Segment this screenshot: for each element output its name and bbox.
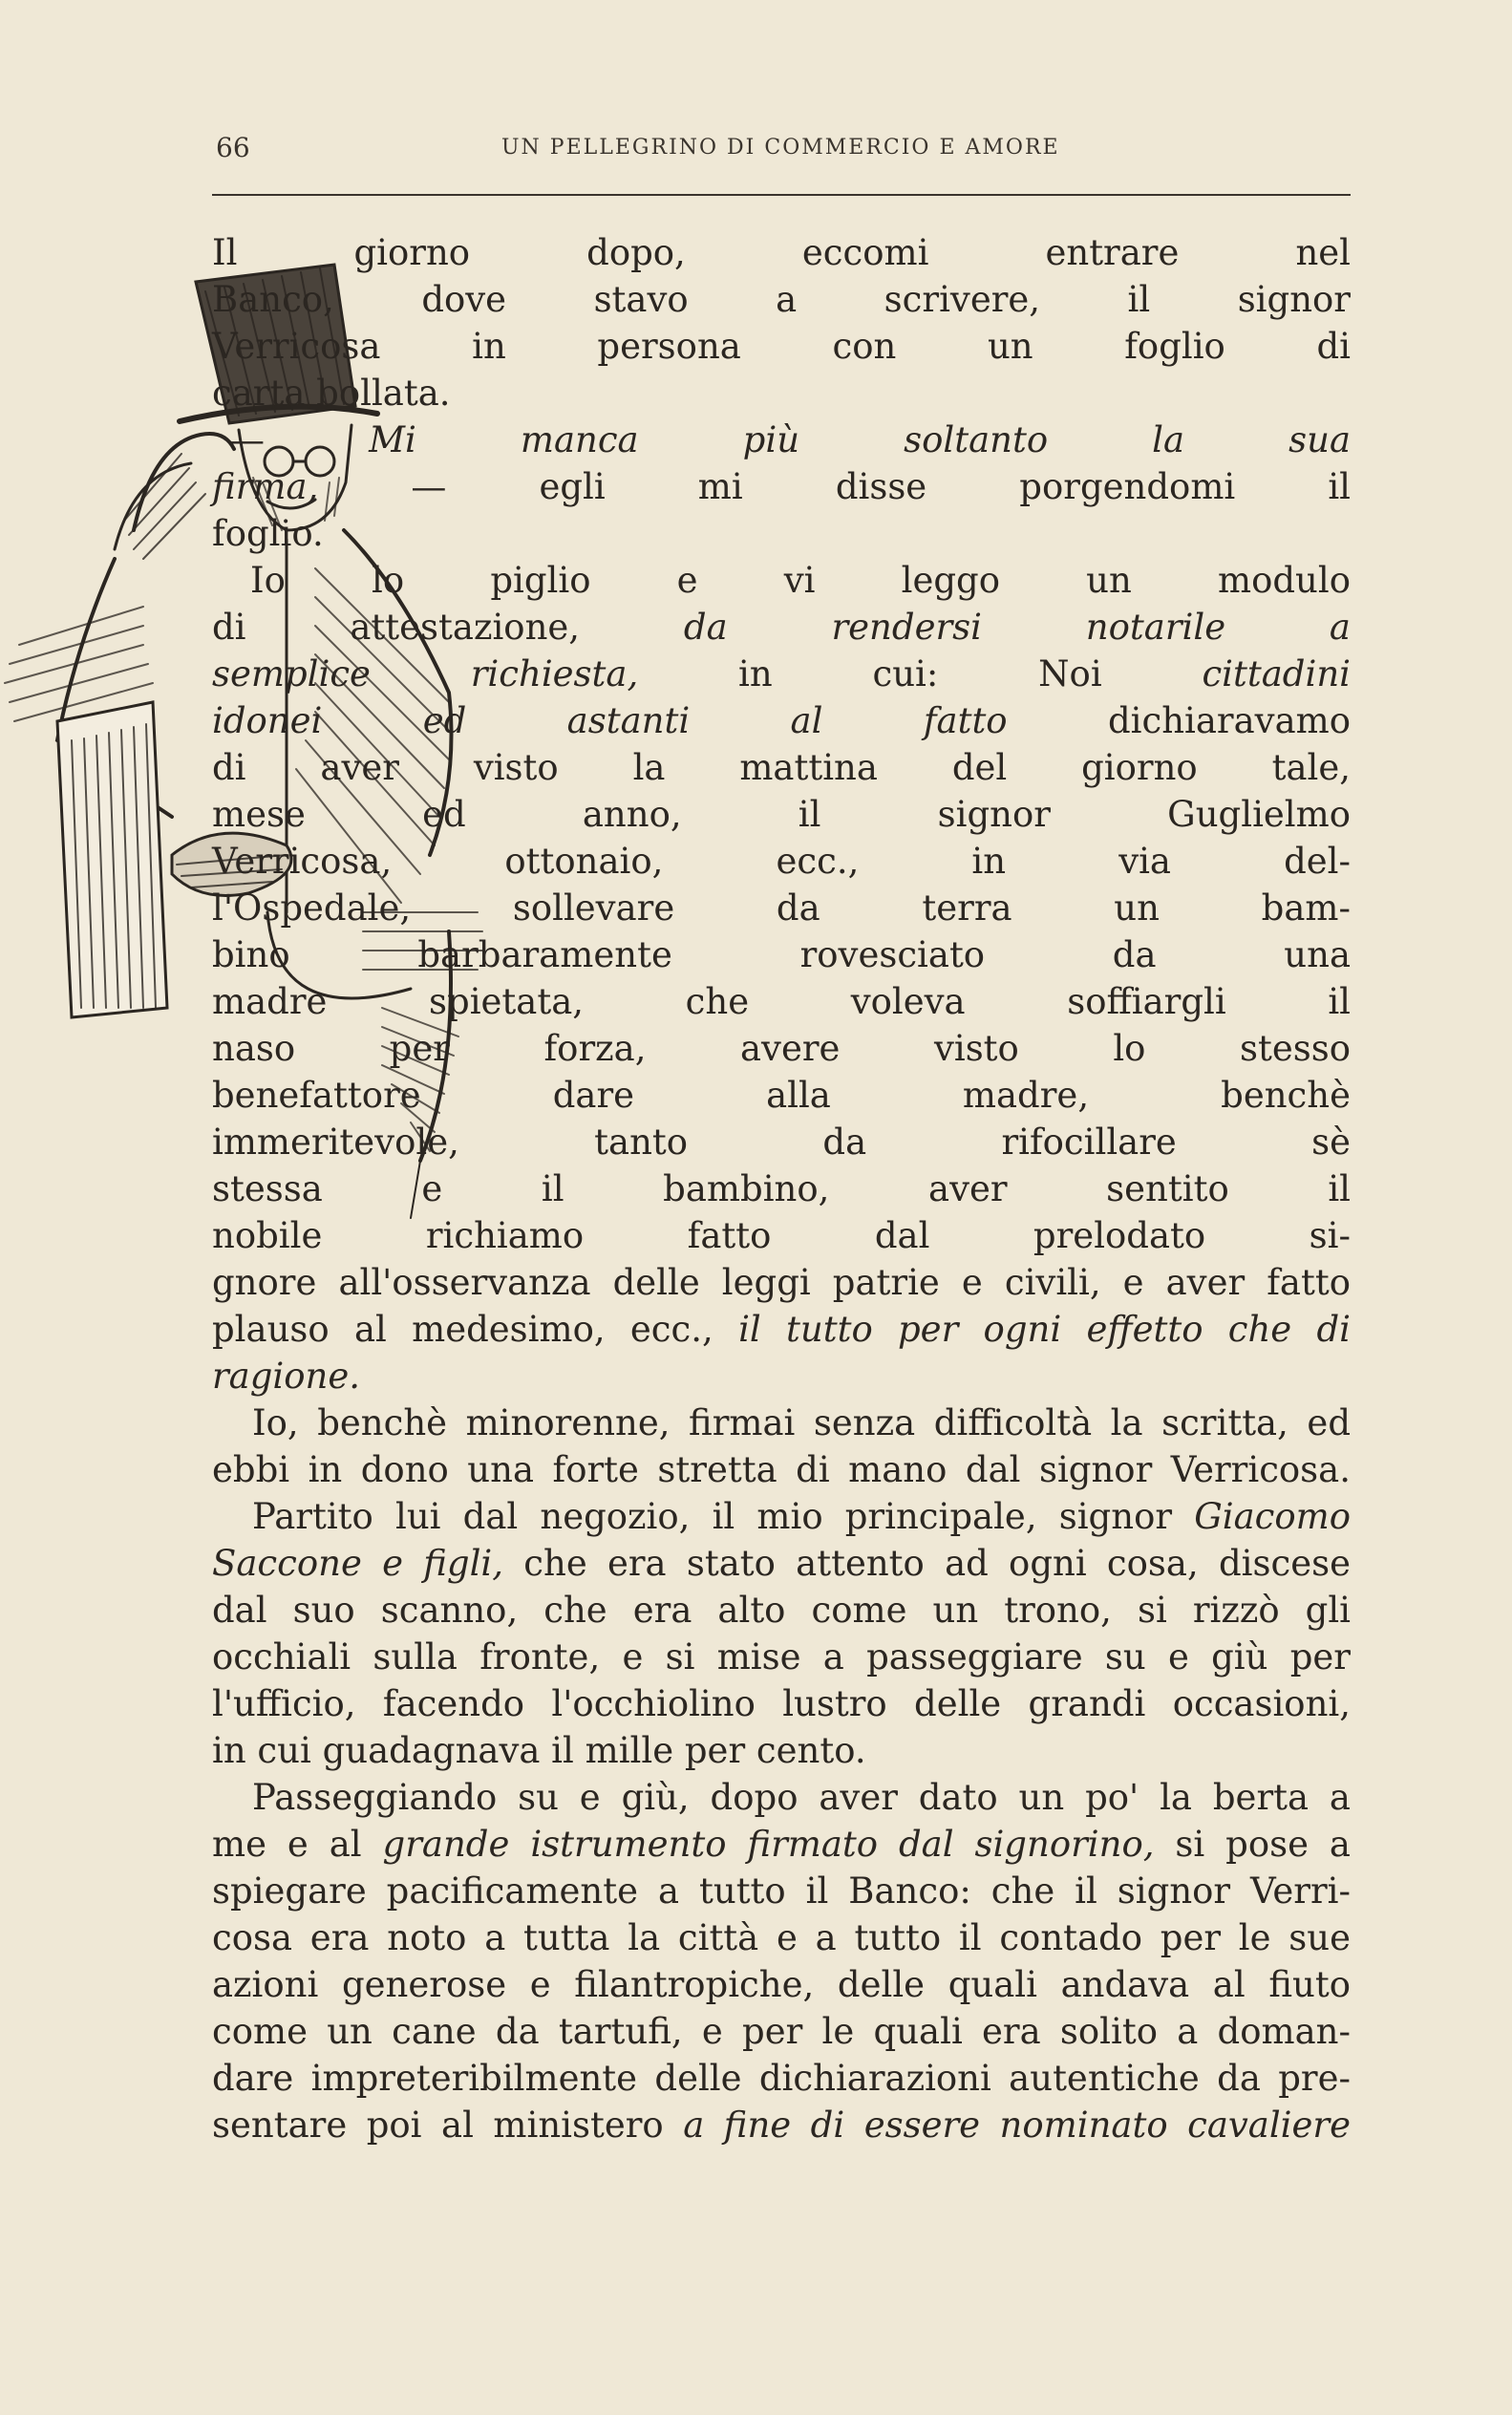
text-line: Banco, dove stavo a scrivere, il signor	[212, 279, 1351, 320]
text-line: stessa e il bambino, aver sentito il	[212, 1168, 1351, 1209]
text-line: gnore all'osservanza delle leggi patrie e civili, e aver fatto	[212, 1262, 1351, 1303]
text-line: azioni generose e filantropiche, delle quali andava al fiuto	[212, 1964, 1351, 2005]
text-line: mese ed anno, il signor Guglielmo	[212, 794, 1351, 835]
text-line: in cui guadagnava il mille per cento.	[212, 1730, 866, 1771]
text-line: l'ufficio, facendo l'occhiolino lustro delle grandi occasioni,	[212, 1683, 1351, 1724]
text-line: plauso al medesimo, ecc., il tutto per ogni effetto che di	[212, 1309, 1352, 1350]
text-line: Partito lui dal negozio, il mio principale, signor Giacomo	[252, 1496, 1351, 1537]
text-line: naso per forza, avere visto lo stesso	[212, 1028, 1351, 1069]
text-line: me e al grande istrumento firmato dal signorino, si pose a	[212, 1824, 1351, 1865]
text-line: ebbi in dono una forte stretta di mano dal signor Verricosa.	[212, 1449, 1351, 1490]
text-line: dal suo scanno, che era alto come un trono, si rizzò gli	[212, 1590, 1351, 1631]
page-number: 66	[216, 132, 250, 163]
text-line: Il giorno dopo, eccomi entrare nel	[212, 232, 1351, 273]
text-line: spiegare pacificamente a tutto il Banco: che il signor Verri-	[212, 1870, 1351, 1912]
text-line: Verricosa, ottonaio, ecc., in via del-	[212, 841, 1351, 882]
text-line: madre spietata, che voleva soffiargli il	[212, 981, 1351, 1022]
text-line: Io lo piglio e vi leggo un modulo	[250, 560, 1351, 601]
text-line: benefattore dare alla madre, benchè	[212, 1075, 1351, 1116]
text-line: Passeggiando su e giù, dopo aver dato un po' la berta a	[252, 1777, 1351, 1818]
text-line: bino barbaramente rovesciato da una	[212, 934, 1351, 975]
header-rule	[212, 194, 1351, 196]
text-line: come un cane da tartufi, e per le quali era solito a doman-	[212, 2011, 1351, 2052]
text-line: di attestazione, da rendersi notarile a	[212, 607, 1351, 648]
text-line: di aver visto la mattina del giorno tale,	[212, 747, 1351, 788]
text-line: semplice richiesta, in cui: Noi cittadini	[212, 653, 1351, 695]
text-line: dare impreteribilmente delle dichiarazioni autentiche da pre-	[212, 2058, 1351, 2099]
text-line: Verricosa in persona con un foglio di	[212, 326, 1351, 367]
text-line: immeritevole, tanto da rifocillare sè	[212, 1122, 1351, 1163]
page-header	[212, 132, 1351, 170]
text-line: — Mi manca più soltanto la sua	[229, 419, 1351, 460]
text-line: idonei ed astanti al fatto dichiaravamo	[212, 700, 1351, 741]
text-line: nobile richiamo fatto dal prelodato si-	[212, 1215, 1351, 1256]
text-line: firma, — egli mi disse porgendomi il	[212, 466, 1351, 507]
text-line: cosa era noto a tutta la città e a tutto il contado per le sue	[212, 1917, 1351, 1958]
text-line: carta bollata.	[212, 373, 451, 414]
running-title: UN PELLEGRINO DI COMMERCIO E AMORE	[501, 136, 1060, 160]
page-body-text	[212, 229, 1351, 2148]
text-line: occhiali sulla fronte, e si mise a passeggiare su e giù per	[212, 1636, 1351, 1678]
text-line: Saccone e figli, che era stato attento ad ogni cosa, discese	[212, 1543, 1351, 1584]
text-line: sentare poi al ministero a fine di essere nominato cavaliere	[212, 2105, 1351, 2146]
text-line: l'Ospedale, sollevare da terra un bam-	[212, 887, 1351, 929]
text-line: Io, benchè minorenne, firmai senza difficoltà la scritta, ed	[252, 1402, 1351, 1443]
text-line: foglio.	[212, 513, 324, 554]
text-line: ragione.	[212, 1356, 361, 1397]
